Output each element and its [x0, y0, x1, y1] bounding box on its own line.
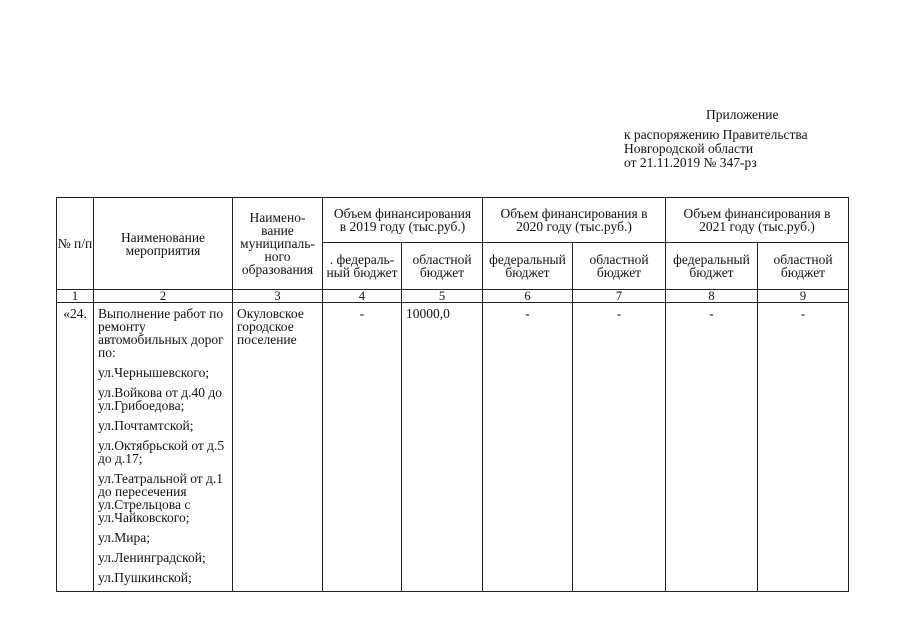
column-number: 5 — [402, 290, 483, 303]
row-regional-2019: 10000,0 — [402, 303, 483, 592]
header-federal-2021: федеральный бюджет — [666, 243, 758, 290]
header-name: Наименование мероприятия — [94, 198, 233, 290]
column-number: 6 — [483, 290, 573, 303]
row-name-line: Выполнение работ по ремонту автомобильных дорог по: — [98, 306, 224, 360]
row-name-line: ул.Пушкинской; — [98, 570, 192, 585]
row-name-line: ул.Войкова от д.40 до ул.Грибоедова; — [98, 385, 223, 413]
header-regional-2020: областной бюджет — [573, 243, 666, 290]
funding-table — [56, 197, 849, 592]
header-2019: Объем финансирования в 2019 году (тыс.руб.) — [323, 198, 483, 243]
row-federal-2020: - — [483, 303, 573, 592]
row-name-line: ул.Почтамтской; — [98, 418, 194, 433]
header-2021: Объем финансирования в 2021 году (тыс.руб.) — [666, 198, 849, 243]
row-federal-2021: - — [666, 303, 758, 592]
row-name-line: ул.Ленинградской; — [98, 550, 206, 565]
column-number: 8 — [666, 290, 758, 303]
header-num: № п/п — [57, 198, 94, 290]
table-row — [57, 303, 849, 592]
appendix-title: Приложение — [706, 107, 779, 122]
header-regional-2019: областной бюджет — [402, 243, 483, 290]
row-name-line: ул.Театральной от д.1 до пересечения ул.Стрельцова с ул.Чайковского; — [98, 471, 224, 525]
row-num: «24. — [57, 303, 94, 592]
column-number: 7 — [573, 290, 666, 303]
appendix-line-1: к распоряжению Правительства — [624, 127, 808, 142]
column-number: 2 — [94, 290, 233, 303]
row-name-line: ул.Чернышевского; — [98, 365, 210, 380]
column-number: 4 — [323, 290, 402, 303]
header-municipality: Наимено-вание муниципаль-ного образования — [233, 198, 323, 290]
row-name — [94, 303, 233, 592]
header-federal-2020: федеральный бюджет — [483, 243, 573, 290]
appendix-line-2: Новгородской области — [624, 141, 754, 156]
row-municipality: Окуловское городское поселение — [233, 303, 323, 592]
column-number: 9 — [758, 290, 849, 303]
row-regional-2020: - — [573, 303, 666, 592]
header-regional-2021: областной бюджет — [758, 243, 849, 290]
row-name-line: ул.Мира; — [98, 530, 150, 545]
appendix-block — [624, 108, 808, 170]
row-regional-2021: - — [758, 303, 849, 592]
header-2020: Объем финансирования в 2020 году (тыс.руб.) — [483, 198, 666, 243]
appendix-line-3: от 21.11.2019 № 347-рз — [624, 155, 757, 170]
row-name-line: ул.Октябрьской от д.5 до д.17; — [98, 438, 225, 466]
column-number: 1 — [57, 290, 94, 303]
column-number: 3 — [233, 290, 323, 303]
row-federal-2019: - — [323, 303, 402, 592]
header-federal-2019: . федераль-ный бюджет — [323, 243, 402, 290]
